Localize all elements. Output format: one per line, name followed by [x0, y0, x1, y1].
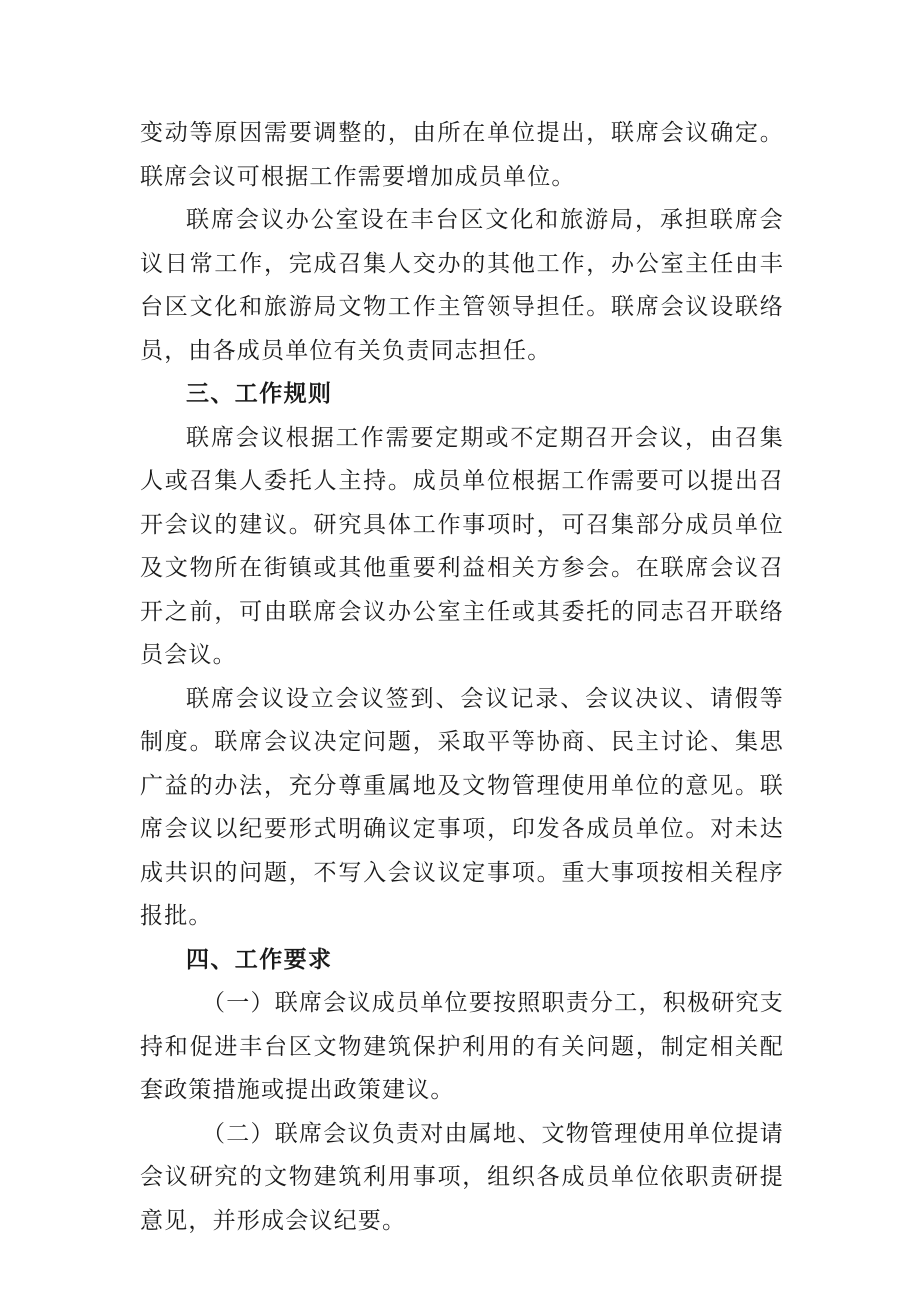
section-heading-work-rules: 三、工作规则	[186, 381, 333, 407]
paragraph-requirement-1: （一）联席会议成员单位要按照职责分工，积极研究支持和促进丰台区文物建筑保护利用的有关问题，制定相关配套政策措施或提出政策建议。	[140, 990, 784, 1103]
paragraph-member-adjustment: 变动等原因需要调整的，由所在单位提出，联席会议确定。联席会议可根据工作需要增加成员单位。	[140, 120, 784, 190]
section-heading-work-requirements: 四、工作要求	[186, 946, 333, 973]
paragraph-meeting-convening: 联席会议根据工作需要定期或不定期召开会议，由召集人或召集人委托人主持。成员单位根据工作需要可以提出召开会议的建议。研究具体工作事项时，可召集部分成员单位及文物所在街镇或其他重要利益相关方参会。在联席会议召开之前，可由联席会议办公室主任或其委托的同志召开联络员会议。	[140, 424, 784, 668]
document-body	[140, 112, 784, 1243]
paragraph-meeting-system: 联席会议设立会议签到、会议记录、会议决议、请假等制度。联席会议决定问题，采取平等协商、民主讨论、集思广益的办法，充分尊重属地及文物管理使用单位的意见。联席会议以纪要形式明确议定事项，印发各成员单位。对未达成共识的问题，不写入会议议定事项。重大事项按相关程序报批。	[140, 685, 784, 929]
paragraph-office-setup: 联席会议办公室设在丰台区文化和旅游局，承担联席会议日常工作，完成召集人交办的其他工作，办公室主任由丰台区文化和旅游局文物工作主管领导担任。联席会议设联络员，由各成员单位有关负责同志担任。	[140, 207, 784, 364]
paragraph-requirement-2: （二）联席会议负责对由属地、文物管理使用单位提请会议研究的文物建筑利用事项，组织各成员单位依职责研提意见，并形成会议纪要。	[140, 1120, 784, 1234]
